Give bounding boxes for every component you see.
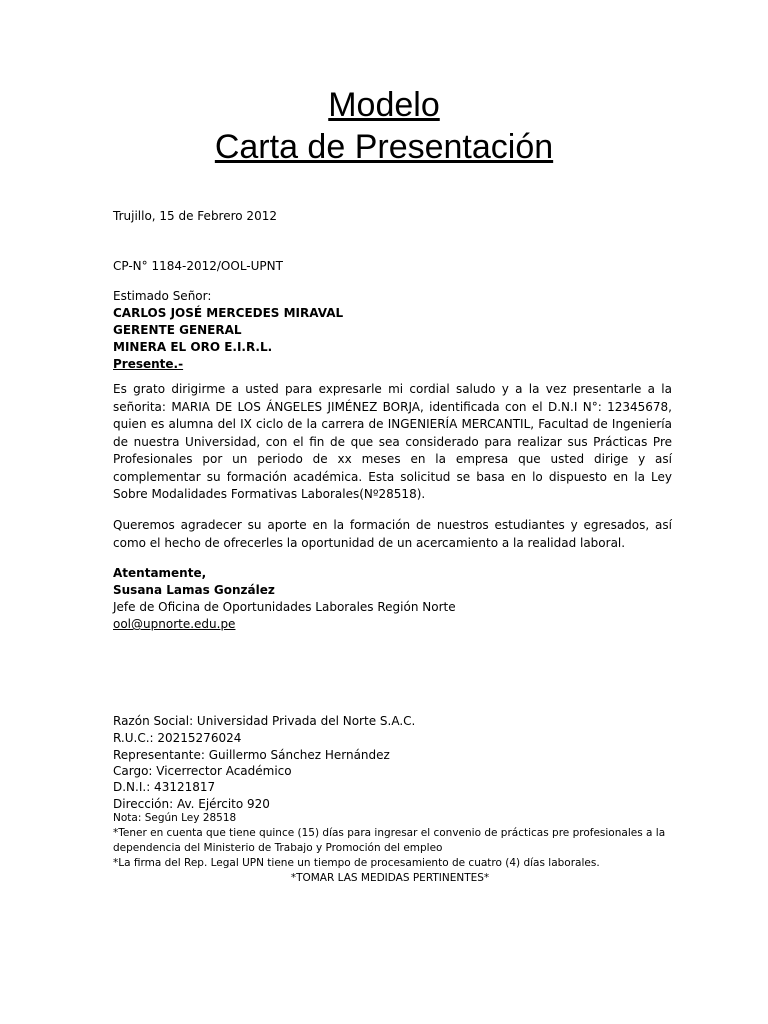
letter-reference: CP-N° 1184-2012/OOL-UPNT [113, 259, 283, 273]
company-dni: D.N.I.: 43121817 [113, 780, 216, 794]
company-direccion: Dirección: Av. Ejército 920 [113, 797, 270, 811]
recipient-name: CARLOS JOSÉ MERCEDES MIRAVAL [113, 306, 344, 320]
note-3: *TOMAR LAS MEDIDAS PERTINENTES* [290, 872, 490, 884]
letter-paragraph-1: Es grato dirigirme a usted para expresarle mi cordial saludo y a la vez presentarle a la señorita: MARIA DE LOS ÁNGELES JIMÉNEZ BORJA, identificada con el D.N.I N°: 12345678, quien es alumna del IX ciclo de la carrera de INGENIERÍA MERCANTIL, Facultad de Ingeniería de nuestra Universidad, con el fin de que sea considerado para realizar sus Prácticas Pre Profesionales por un periodo de xx meses en la empresa que usted dirige y así complementar su formación académica. Esta solicitud se basa en lo dispuesto en la Ley Sobre Modalidades Formativas Laborales(Nº28518). [113, 382, 672, 501]
closing: Atentamente, [113, 566, 207, 580]
company-cargo: Cargo: Vicerrector Académico [113, 764, 292, 778]
recipient-company: MINERA EL ORO E.I.R.L. [113, 340, 273, 354]
note-2: *La firma del Rep. Legal UPN tiene un tiempo de procesamiento de cuatro (4) días laborales. [113, 857, 600, 869]
note-law: Nota: Según Ley 28518 [113, 812, 237, 824]
company-representante: Representante: Guillermo Sánchez Hernández [113, 748, 390, 762]
letter-date: Trujillo, 15 de Febrero 2012 [113, 209, 277, 223]
note-1-line-1: *Tener en cuenta que tiene quince (15) días para ingresar el convenio de prácticas pre profesionales a la [113, 827, 666, 839]
signer-title: Jefe de Oficina de Oportunidades Laborales Región Norte [113, 600, 456, 614]
signer-email[interactable]: ool@upnorte.edu.pe [113, 617, 236, 631]
presente-label: Presente.- [113, 357, 184, 371]
salutation: Estimado Señor: [113, 289, 212, 303]
note-1-line-2: dependencia del Ministerio de Trabajo y Promoción del empleo [113, 842, 443, 854]
signer-name: Susana Lamas González [113, 583, 275, 597]
company-ruc: R.U.C.: 20215276024 [113, 731, 242, 745]
page-title-line2: Carta de Presentación [214, 128, 554, 166]
letter-paragraph-2: Queremos agradecer su aporte en la formación de nuestros estudiantes y egresados, así como el hecho de ofrecerles la oportunidad de un acercamiento a la realidad laboral. [113, 518, 672, 550]
page-title-line1: Modelo [328, 86, 440, 124]
company-razon-social: Razón Social: Universidad Privada del Norte S.A.C. [113, 714, 416, 728]
recipient-position: GERENTE GENERAL [113, 323, 242, 337]
